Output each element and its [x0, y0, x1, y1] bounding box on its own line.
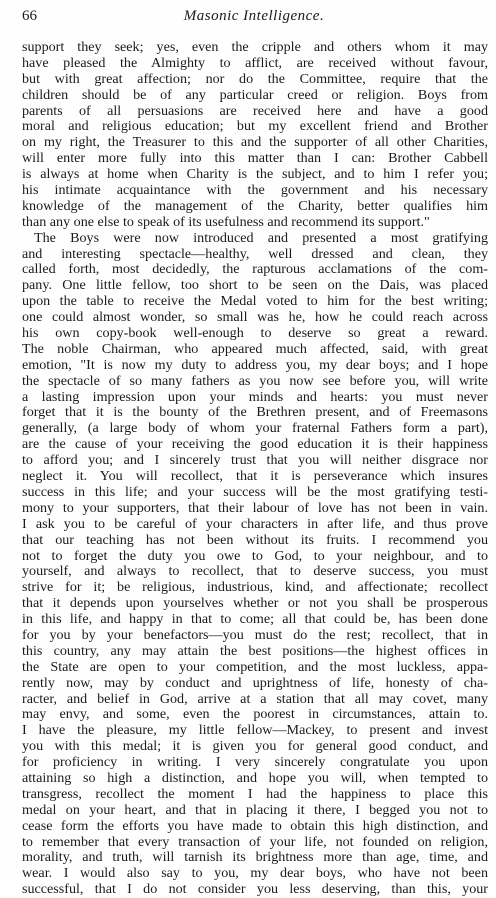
text-line: forget that it is the bounty of the Brethren present, and of Freemasons: [22, 405, 488, 421]
text-line: to afford you; and I sincerely trust that you will neither disgrace nor: [22, 453, 488, 469]
text-line: yourself, and always to recollect, that to deserve success, you must: [22, 564, 488, 580]
text-line: pany. One little fellow, too short to be seen on the Dais, was placed: [22, 278, 488, 294]
text-line: rently now, may by conduct and uprightness of life, honesty of cha-: [22, 675, 488, 691]
text-line: his own copy-book well-enough to deserve so great a reward.: [22, 326, 488, 342]
text-line: one could almost wonder, so small was he, how he could reach across: [22, 310, 488, 326]
text-line: successful, that I do not consider you less deserving, than this, your: [22, 882, 488, 898]
text-line: mony to your supporters, that their labour of love has not been in vain.: [22, 500, 488, 516]
text-line: that it depends upon yourselves whether or not you shall be prosperous: [22, 596, 488, 612]
text-line: his intimate acquaintance with the government and his necessary: [22, 183, 488, 199]
text-line: knowledge of the management of the Charity, better qualifies him: [22, 198, 488, 214]
text-line: emotion, "It is now my duty to address you, my dear boys; and I hope: [22, 357, 488, 373]
text-line: upon the table to receive the Medal voted to him for the best writing;: [22, 294, 488, 310]
text-line: the spectacle of so many fathers as you now see before you, will write: [22, 373, 488, 389]
text-line: neglect it. You will recollect, that it is perseverance which insures: [22, 469, 488, 485]
text-line: called forth, most decidedly, the rapturous acclamations of the com-: [22, 262, 488, 278]
text-line: cease form the efforts you have made to obtain this high distinction, and: [22, 818, 488, 834]
text-line: I have the pleasure, my little fellow—Mackey, to present and invest: [22, 723, 488, 739]
text-line: transgress, recollect the moment I had the happiness to place this: [22, 786, 488, 802]
page-number: 66: [22, 8, 37, 24]
text-line: will enter more fully into this matter than I can: Brother Cabbell: [22, 151, 488, 167]
text-line: for you by your benefactors—you must do the rest; recollect, that in: [22, 627, 488, 643]
text-line: the State are open to your competition, and the most luckless, appa-: [22, 659, 488, 675]
text-line: racter, and belief in God, arrive at a station that all may covet, many: [22, 691, 488, 707]
text-line: to remember that every transaction of your life, not founded on religion,: [22, 834, 488, 850]
text-line: wear. I would also say to you, my dear boys, who have not been: [22, 866, 488, 882]
text-line: than any one else to speak of its usefulness and recommend its support.": [22, 214, 430, 230]
text-line: may envy, and some, even the poorest in circumstances, attain to.: [22, 707, 488, 723]
text-line: generally, (a large body of whom your fraternal Fathers form a part),: [22, 421, 488, 437]
text-line: attaining so high a distinction, and hope you will, when tempted to: [22, 770, 488, 786]
text-line: on my right, the Treasurer to this and the supporter of all other Charities,: [22, 135, 488, 151]
text-line: strive for it; be religious, industrious, kind, and affectionate; recollect: [22, 580, 488, 596]
text-line: you with this medal; it is given you for general good conduct, and: [22, 739, 488, 755]
text-line: are the cause of your receiving the good education it is their happiness: [22, 437, 488, 453]
text-line: I ask you to be careful of your characters in after life, and thus prove: [22, 516, 488, 532]
text-line: The Boys were now introduced and presented a most gratifying: [34, 230, 488, 246]
text-line: medal on your heart, and that in placing it there, I begged you not to: [22, 802, 488, 818]
text-line: in this life, and happy in that to come; all that could be, has been done: [22, 612, 488, 628]
text-line: not to forget the duty you owe to God, to your neighbour, and to: [22, 548, 488, 564]
text-line: and interesting spectacle—healthy, well dressed and clean, they: [22, 246, 488, 262]
text-line: moral and religious education; but my excellent friend and Brother: [22, 119, 488, 135]
text-line: is always at home when Charity is the subject, and to him I refer you;: [22, 167, 488, 183]
text-line: for proficiency in writing. I very sincerely congratulate you upon: [22, 755, 488, 771]
text-line: children should be of any particular creed or religion. Boys from: [22, 87, 488, 103]
text-line: The noble Chairman, who appeared much affected, said, with great: [22, 341, 488, 357]
text-line: morality, and truth, will tarnish its brightness more than age, time, and: [22, 850, 488, 866]
text-line: have pleased the Almighty to afflict, are received without favour,: [22, 55, 488, 71]
text-line: a lasting impression upon your minds and hearts: you must never: [22, 389, 488, 405]
text-line: support they seek; yes, even the cripple and others whom it may: [22, 40, 488, 55]
page-header: [22, 5, 486, 27]
text-line: but with great affection; nor do the Committee, require that the: [22, 71, 488, 87]
text-line: that our teaching has not been without its fruits. I recommend you: [22, 532, 488, 548]
text-line: success in this life; and your success will be the most gratifying testi-: [22, 484, 488, 500]
text-line: parents of all persuasions are received here and have a good: [22, 103, 488, 119]
body-text: [22, 40, 488, 898]
running-title: Masonic Intelligence.: [183, 8, 325, 24]
text-line: this country, any may attain the best positions—the highest offices in: [22, 643, 488, 659]
